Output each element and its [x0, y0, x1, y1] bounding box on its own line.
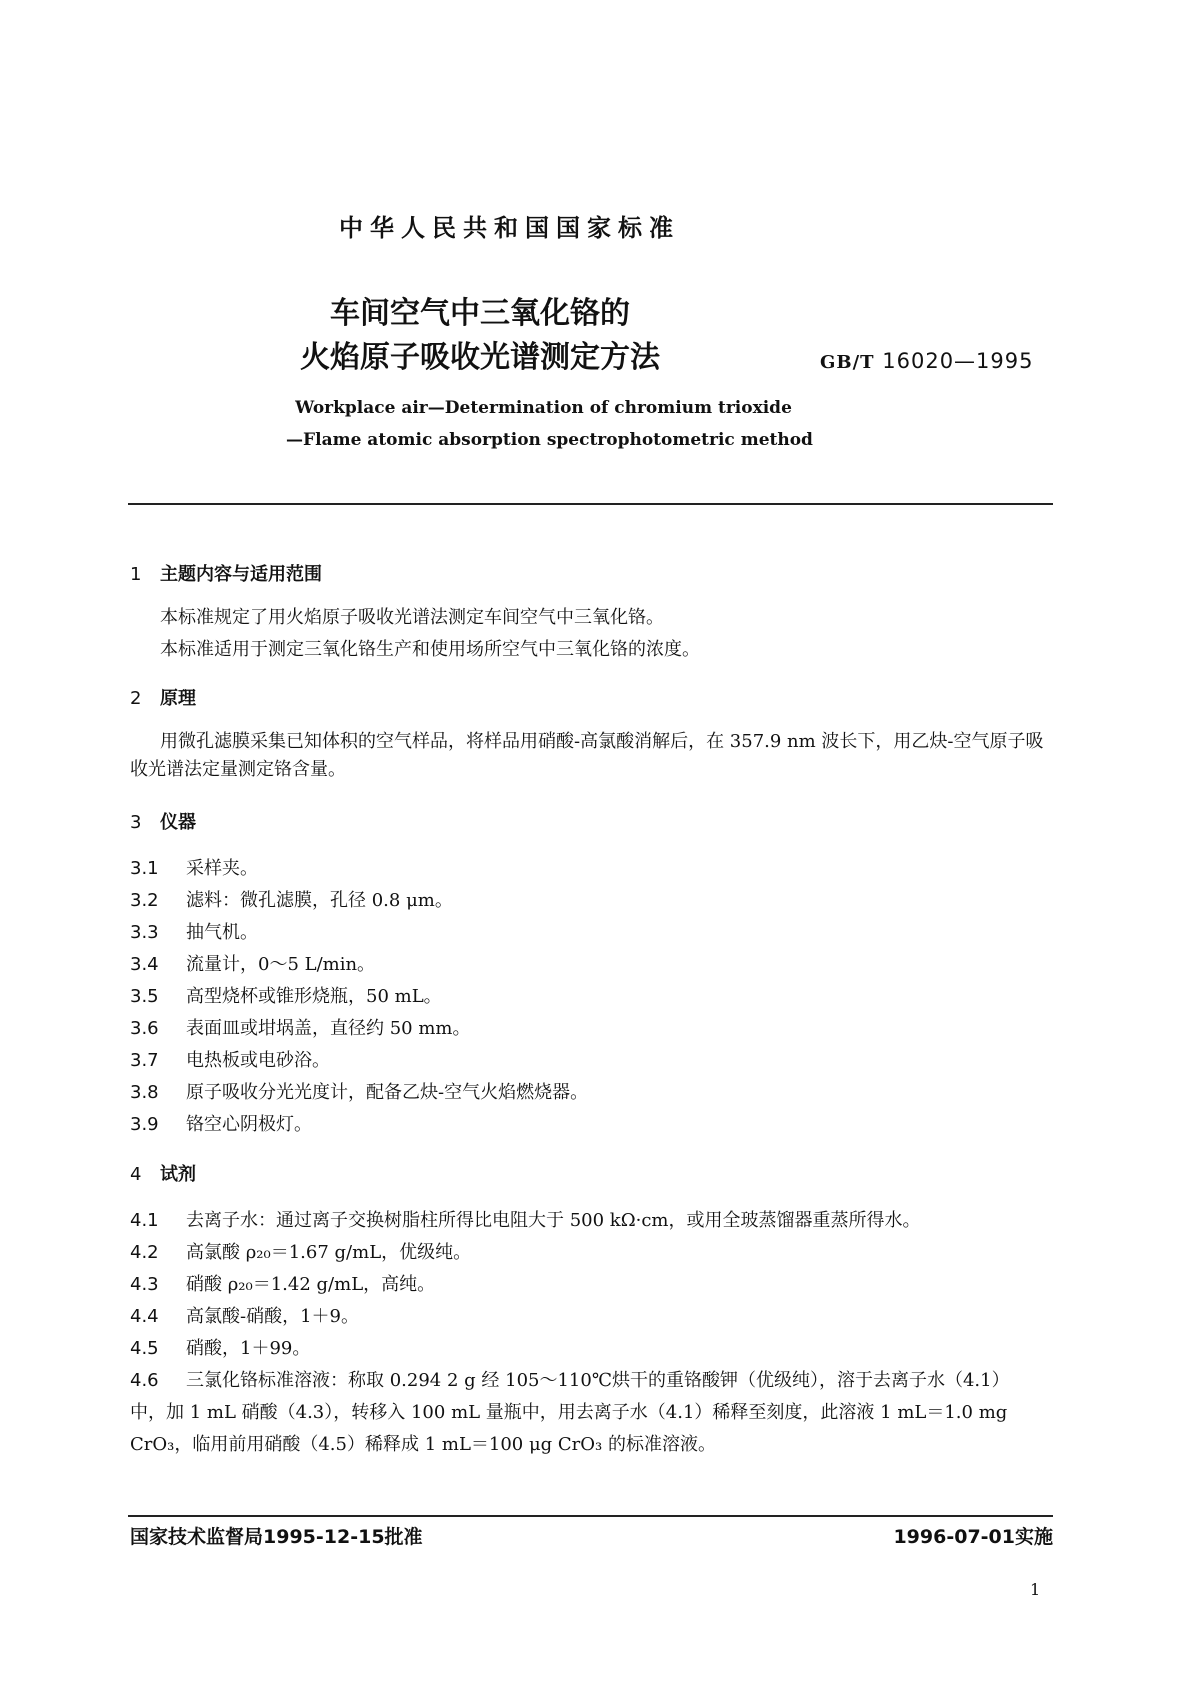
section-title: 主题内容与适用范围	[160, 564, 322, 585]
list-item: 3.2 滤料：微孔滤膜，孔径 0.8 μm。	[130, 890, 453, 911]
section-number: 3	[130, 812, 142, 833]
section-number: 4	[130, 1164, 142, 1185]
list-item-continuation: CrO₃，临用前用硝酸（4.5）稀释成 1 mL＝100 μg CrO₃ 的标准溶液。	[130, 1434, 716, 1455]
footer-divider	[128, 1515, 1053, 1517]
list-item: 3.6 表面皿或坩埚盖，直径约 50 mm。	[130, 1018, 471, 1039]
document-title	[300, 292, 660, 380]
section-heading	[130, 684, 196, 710]
list-item: 3.3 抽气机。	[130, 922, 258, 943]
section-heading	[130, 560, 322, 586]
list-item: 4.1 去离子水：通过离子交换树脂柱所得比电阻大于 500 kΩ·cm，或用全玻蒸馏器重蒸所得水。	[130, 1210, 921, 1231]
list-item: 4.2 高氯酸 ρ₂₀＝1.67 g/mL，优级纯。	[130, 1242, 472, 1263]
english-title-line-2: —Flame atomic absorption spectrophotometric method	[286, 430, 813, 450]
paragraph: 用微孔滤膜采集已知体积的空气样品，将样品用硝酸-高氯酸消解后，在 357.9 nm 波长下，用乙炔-空气原子吸收光谱法定量测定铬含量。	[130, 731, 1044, 780]
section-title: 试剂	[160, 1164, 196, 1185]
header-divider	[128, 503, 1053, 505]
english-title-line-1: Workplace air—Determination of chromium trioxide	[295, 398, 792, 418]
list-item: 4.5 硝酸，1＋99。	[130, 1338, 311, 1359]
section-heading	[130, 808, 196, 834]
section-title: 仪器	[160, 812, 196, 833]
approval-date: 国家技术监督局1995-12-15批准	[130, 1526, 423, 1548]
list-item: 4.4 高氯酸-硝酸，1＋9。	[130, 1306, 359, 1327]
title-line-1: 车间空气中三氧化铬的	[330, 296, 630, 331]
effective-date: 1996-07-01实施	[893, 1526, 1053, 1548]
paragraph: 本标准适用于测定三氧化铬生产和使用场所空气中三氧化铬的浓度。	[160, 639, 700, 660]
standard-name: 中华人民共和国国家标准	[339, 214, 680, 242]
section-number: 1	[130, 564, 142, 585]
list-item: 4.6 三氯化铬标准溶液：称取 0.294 2 g 经 105～110℃烘干的重铬酸钾（优级纯），溶于去离子水（4.1）	[130, 1370, 1010, 1391]
list-item: 3.1 采样夹。	[130, 858, 258, 879]
list-item: 3.5 高型烧杯或锥形烧瓶，50 mL。	[130, 986, 442, 1007]
title-line-2: 火焰原子吸收光谱测定方法	[300, 340, 660, 375]
standard-prefix: GB/T	[820, 352, 875, 373]
list-item: 3.4 流量计，0～5 L/min。	[130, 954, 376, 975]
section-number: 2	[130, 688, 142, 709]
list-item: 3.7 电热板或电砂浴。	[130, 1050, 330, 1071]
section-heading	[130, 1160, 196, 1186]
list-item: 4.3 硝酸 ρ₂₀＝1.42 g/mL，高纯。	[130, 1274, 436, 1295]
standard-code: 16020—1995	[882, 349, 1034, 373]
section-title: 原理	[160, 688, 196, 709]
paragraph: 本标准规定了用火焰原子吸收光谱法测定车间空气中三氧化铬。	[160, 607, 664, 628]
standard-number	[820, 349, 1034, 373]
page-number: 1	[1030, 1580, 1041, 1599]
list-item: 3.8 原子吸收分光光度计，配备乙炔-空气火焰燃烧器。	[130, 1082, 589, 1103]
list-item-continuation: 中，加 1 mL 硝酸（4.3），转移入 100 mL 量瓶中，用去离子水（4.1）稀释至刻度，此溶液 1 mL＝1.0 mg	[130, 1402, 1008, 1423]
list-item: 3.9 铬空心阴极灯。	[130, 1114, 312, 1135]
